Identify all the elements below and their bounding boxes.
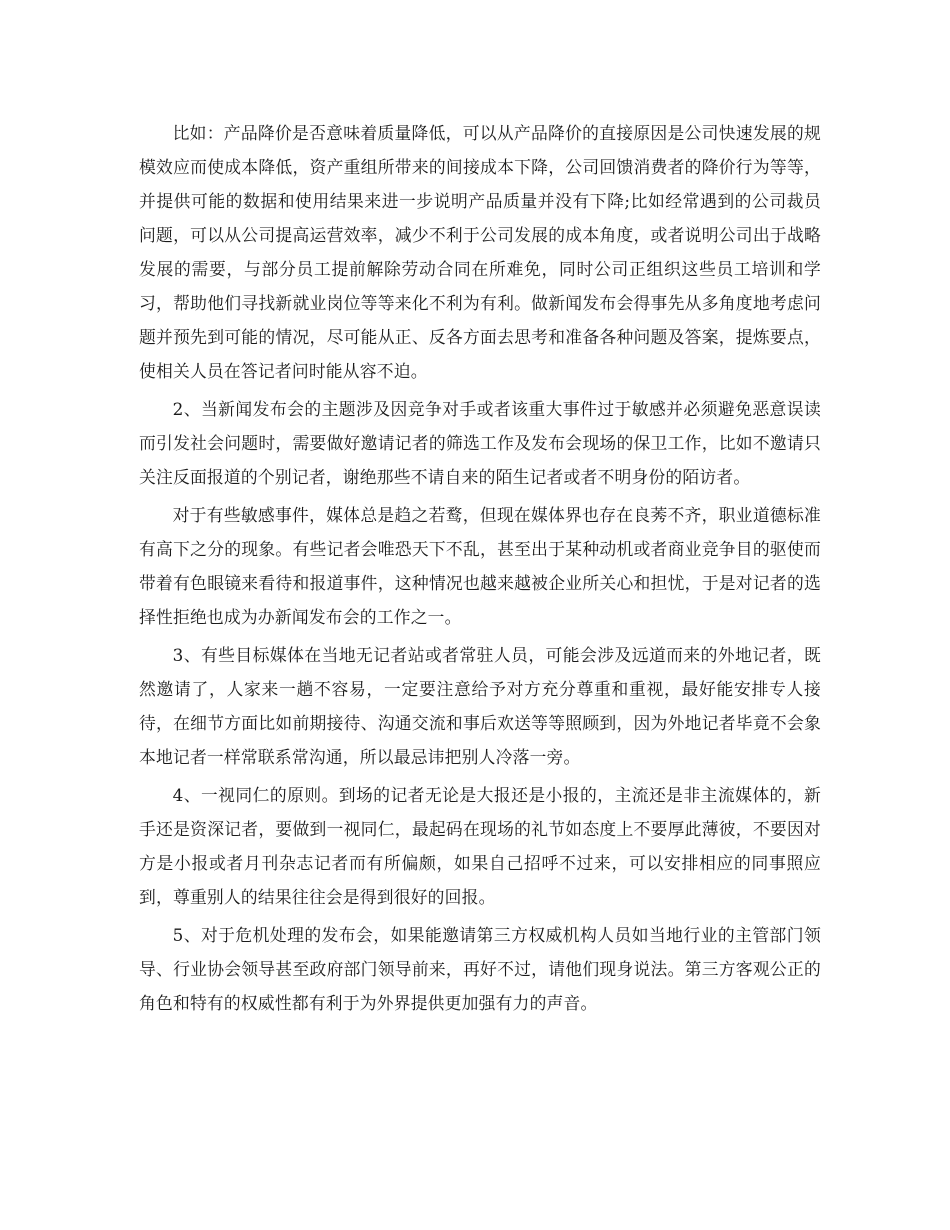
paragraph-point-4-equal-treatment: 4、一视同仁的原则。到场的记者无论是大报还是小报的，主流还是非主流媒体的，新手还是资深记者，要做到一视同仁，最起码在现场的礼节如态度上不要厚此薄彼，不要因对方是小报或者月刊杂志记者而有所偏颇，如果自己招呼不过来，可以安排相应的同事照应到，尊重别人的结果往往会是得到很好的回报。 (139, 785, 821, 907)
paragraph-point-2-reporter-screening: 2、当新闻发布会的主题涉及因竞争对手或者该重大事件过于敏感并必须避免恶意误读而引发社会问题时，需要做好邀请记者的筛选工作及发布会现场的保卫工作，比如不邀请只关注反面报道的个别记者，谢绝那些不请自来的陌生记者或者不明身份的陌访者。 (139, 399, 821, 487)
paragraph-point-5-third-party-authority: 5、对于危机处理的发布会，如果能邀请第三方权威机构人员如当地行业的主管部门领导、行业协会领导甚至政府部门领导前来，再好不过，请他们现身说法。第三方客观公正的角色和特有的权威性都有利于为外界提供更加强有力的声音。 (139, 925, 821, 1013)
paragraph-example-price-layoff: 比如：产品降价是否意味着质量降低，可以从产品降价的直接原因是公司快速发展的规模效应而使成本降低，资产重组所带来的间接成本下降，公司回馈消费者的降价行为等等，并提供可能的数据和使用结果来进一步说明产品质量并没有下降;比如经常遇到的公司裁员问题，可以从公司提高运营效率，减少不利于公司发展的成本角度，或者说明公司出于战略发展的需要，与部分员工提前解除劳动合同在所难免，同时公司正组织这些员工培训和学习，帮助他们寻找新就业岗位等等来化不利为有利。做新闻发布会得事先从多角度地考虑问题并预先到可能的情况，尽可能从正、反各方面去思考和准备各种问题及答案，提炼要点，使相关人员在答记者问时能从容不迫。 (139, 123, 821, 381)
paragraph-sensitive-events: 对于有些敏感事件，媒体总是趋之若鹜，但现在媒体界也存在良莠不齐，职业道德标准有高下之分的现象。有些记者会唯恐天下不乱，甚至出于某种动机或者商业竞争目的驱使而带着有色眼镜来看待和报道事件，这种情况也越来越被企业所关心和担忧，于是对记者的选择性拒绝也成为办新闻发布会的工作之一。 (139, 505, 821, 627)
paragraph-point-3-out-of-town-reporters: 3、有些目标媒体在当地无记者站或者常驻人员，可能会涉及远道而来的外地记者，既然邀请了，人家来一趟不容易，一定要注意给予对方充分尊重和重视，最好能安排专人接待，在细节方面比如前期接待、沟通交流和事后欢送等等照顾到，因为外地记者毕竟不会象本地记者一样常联系常沟通，所以最忌讳把别人冷落一旁。 (139, 645, 821, 767)
document-body (139, 116, 821, 1024)
